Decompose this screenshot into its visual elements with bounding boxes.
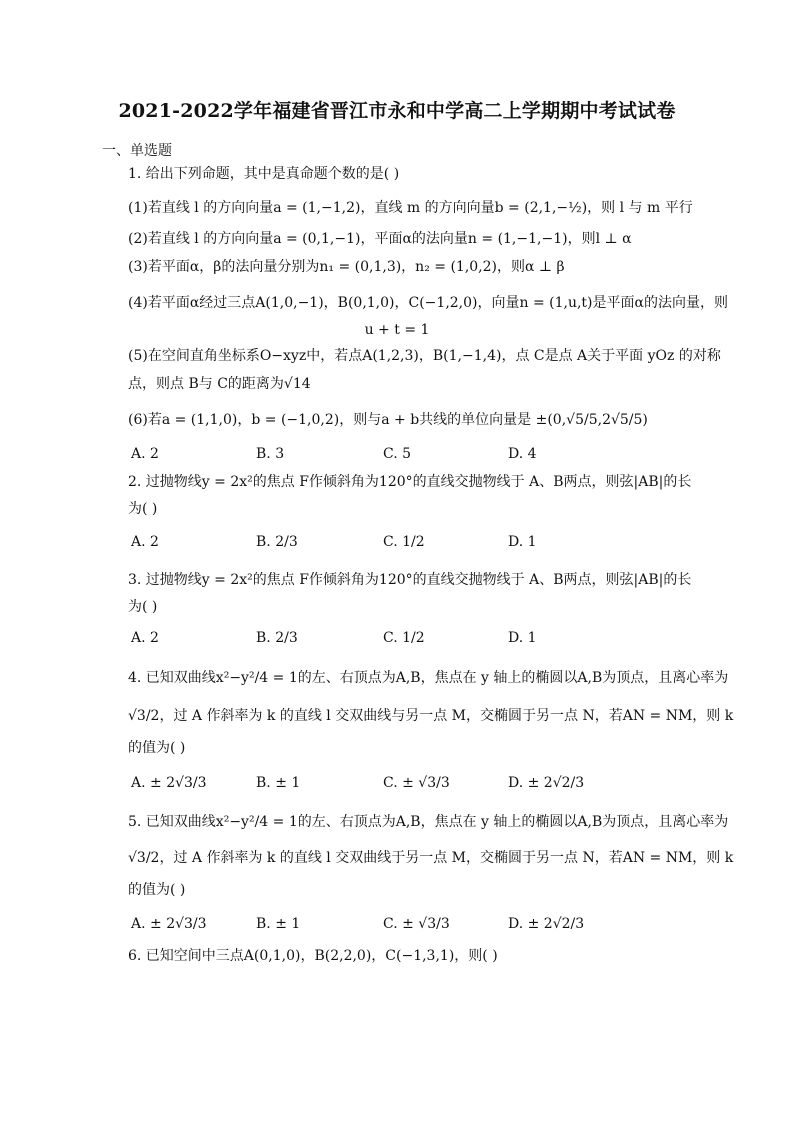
q3-option-b[interactable]: B. 2/3 <box>256 630 298 646</box>
q1-stem: 1. 给出下列命题，其中是真命题个数的是( ) <box>128 166 400 182</box>
q6-stem: 6. 已知空间中三点A(0,1,0)，B(2,2,0)，C(−1,3,1)，则( ) <box>128 948 498 964</box>
page-title: 2021-2022学年福建省晋江市永和中学高二上学期期中考试试卷 <box>118 100 676 122</box>
q5-stem-line1: 5. 已知双曲线x²−y²/4 = 1的左、右顶点为A,B，焦点在 y 轴上的椭圆以A,B为顶点，且离心率为 <box>128 814 729 830</box>
q4-option-d[interactable]: D. ± 2√2/3 <box>508 775 585 791</box>
q2-option-d[interactable]: D. 1 <box>508 534 537 550</box>
q5-option-d[interactable]: D. ± 2√2/3 <box>508 916 585 932</box>
q5-stem-line3: 的值为( ) <box>128 882 186 898</box>
q5-option-c[interactable]: C. ± √3/3 <box>383 916 450 932</box>
q3-option-d[interactable]: D. 1 <box>508 630 537 646</box>
q1-option-c[interactable]: C. 5 <box>383 446 412 462</box>
q1-proposition-4b: u + t = 1 <box>364 322 430 338</box>
q4-stem-line1: 4. 已知双曲线x²−y²/4 = 1的左、右顶点为A,B，焦点在 y 轴上的椭圆以A,B为顶点，且离心率为 <box>128 670 729 686</box>
q2-stem-line1: 2. 过抛物线y = 2x²的焦点 F作倾斜角为120°的直线交抛物线于 A、B两点，则弦|AB|的长 <box>128 474 692 490</box>
q3-stem-line2: 为( ) <box>128 599 158 615</box>
q2-option-b[interactable]: B. 2/3 <box>256 534 298 550</box>
q2-option-a[interactable]: A. 2 <box>131 534 159 550</box>
section-heading: 一、单选题 <box>102 143 172 159</box>
q4-stem-line3: 的值为( ) <box>128 740 186 756</box>
q1-proposition-1: (1)若直线 l 的方向向量a = (1,−1,2)，直线 m 的方向向量b = (2,1,−½)，则 l 与 m 平行 <box>128 200 693 216</box>
q3-option-a[interactable]: A. 2 <box>131 630 159 646</box>
q3-stem-line1: 3. 过抛物线y = 2x²的焦点 F作倾斜角为120°的直线交抛物线于 A、B两点，则弦|AB|的长 <box>128 572 692 588</box>
q3-option-c[interactable]: C. 1/2 <box>383 630 425 646</box>
q4-option-a[interactable]: A. ± 2√3/3 <box>131 775 207 791</box>
q1-proposition-4a: (4)若平面α经过三点A(1,0,−1)，B(0,1,0)，C(−1,2,0)，向量n = (1,u,t)是平面α的法向量，则 <box>128 295 728 311</box>
q1-proposition-2: (2)若直线 l 的方向向量a = (0,1,−1)，平面α的法向量n = (1,−1,−1)，则l ⊥ α <box>128 231 632 247</box>
q1-option-a[interactable]: A. 2 <box>131 446 159 462</box>
q1-option-b[interactable]: B. 3 <box>256 446 285 462</box>
q1-option-d[interactable]: D. 4 <box>508 446 537 462</box>
q5-option-a[interactable]: A. ± 2√3/3 <box>131 916 207 932</box>
q1-proposition-6: (6)若a = (1,1,0)，b = (−1,0,2)，则与a + b共线的单位向量是 ±(0,√5/5,2√5/5) <box>128 412 648 428</box>
q4-stem-line2: √3/2，过 A 作斜率为 k 的直线 l 交双曲线与另一点 M，交椭圆于另一点 N，若AN = NM，则 k <box>128 708 734 724</box>
q5-option-b[interactable]: B. ± 1 <box>256 916 301 932</box>
q5-stem-line2: √3/2，过 A 作斜率为 k 的直线 l 交双曲线于另一点 M，交椭圆于另一点 N，若AN = NM，则 k <box>128 850 734 866</box>
q4-option-b[interactable]: B. ± 1 <box>256 775 301 791</box>
q2-stem-line2: 为( ) <box>128 501 158 517</box>
q1-proposition-5b: 点，则点 B与 C的距离为√14 <box>128 376 311 392</box>
q2-option-c[interactable]: C. 1/2 <box>383 534 425 550</box>
q4-option-c[interactable]: C. ± √3/3 <box>383 775 450 791</box>
q1-proposition-5a: (5)在空间直角坐标系O−xyz中，若点A(1,2,3)，B(1,−1,4)，点 C是点 A关于平面 yOz 的对称 <box>128 348 721 364</box>
q1-proposition-3: (3)若平面α，β的法向量分别为n₁ = (0,1,3)，n₂ = (1,0,2)，则α ⊥ β <box>128 259 565 275</box>
